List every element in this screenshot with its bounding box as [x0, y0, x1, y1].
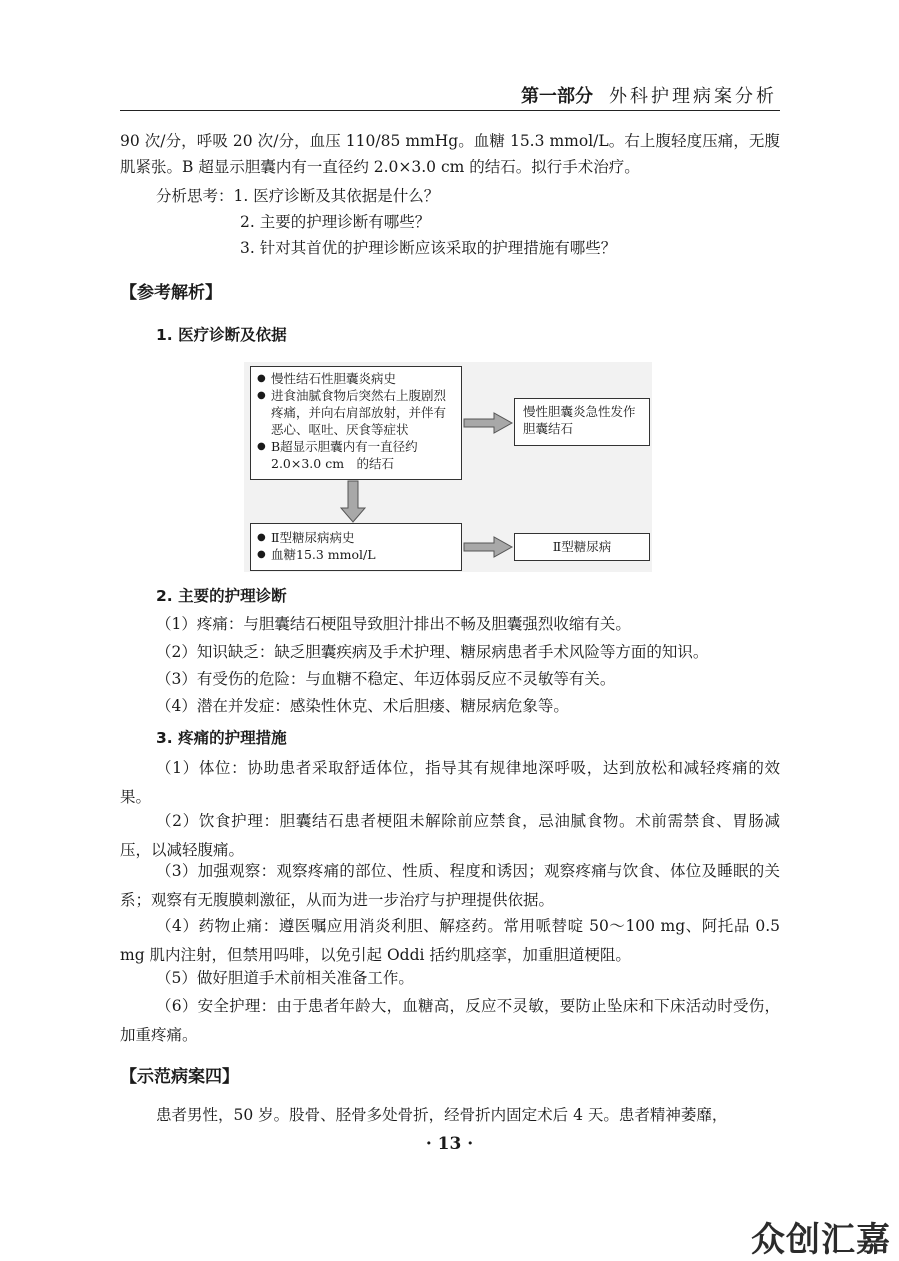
flow-box-diagnosis-2: Ⅱ型糖尿病: [514, 533, 650, 561]
question-2: 2. 主要的护理诊断有哪些？: [240, 213, 431, 231]
arrow-right-1: [464, 413, 512, 433]
case4-text: 患者男性，50 岁。股骨、胫骨多处骨折，经骨折内固定术后 4 天。患者精神萎靡，: [156, 1106, 728, 1124]
subheading-medical-diagnosis: 1. 医疗诊断及依据: [156, 326, 287, 344]
intro-paragraph: 90 次/分，呼吸 20 次/分，血压 110/85 mmHg。血糖 15.3 mmol/L。右上腹轻度压痛，无腹肌紧张。B 超显示胆囊内有一直径约 2.0×3.0 cm 的结石。拟行手术治疗。: [120, 132, 780, 176]
header-part: 第一部分: [521, 86, 593, 107]
flow-bullet: ● 血糖15.3 mmol/L: [257, 546, 455, 563]
flow-bullet: ● Ⅱ型糖尿病病史: [257, 529, 455, 546]
pain-measure-item: （2）饮食护理：胆囊结石患者梗阻未解除前应禁食，忌油腻食物。术前需禁食、胃肠减压，以减轻腹痛。: [120, 812, 780, 859]
pain-measure-item: （1）体位：协助患者采取舒适体位，指导其有规律地深呼吸，达到放松和减轻疼痛的效果。: [120, 759, 780, 806]
nursing-diagnosis-item: （2）知识缺乏：缺乏胆囊疾病及手术护理、糖尿病患者手术风险等方面的知识。: [156, 643, 709, 661]
nursing-diagnosis-item: （3）有受伤的危险：与血糖不稳定、年迈体弱反应不灵敏等有关。: [156, 670, 616, 688]
header-subtitle: 外科护理病案分析: [609, 86, 777, 107]
flowchart-arrows: [244, 362, 652, 572]
section-heading-analysis: 【参考解析】: [120, 283, 222, 303]
pain-measure-item: （3）加强观察：观察疼痛的部位、性质、程度和诱因；观察疼痛与饮食、体位及睡眠的关系；观察有无腹膜刺激征，从而为进一步治疗与护理提供依据。: [120, 862, 780, 909]
flow-box-diagnosis-1: 慢性胆囊炎急性发作胆囊结石: [514, 398, 650, 446]
running-header: [521, 82, 777, 108]
watermark-logo: 众创汇嘉: [751, 1220, 891, 1260]
arrow-right-2: [464, 537, 512, 557]
flow-bullet: ● B超显示胆囊内有一直径约2.0×3.0 cm 的结石: [257, 438, 455, 472]
subheading-pain-measures: 3. 疼痛的护理措施: [156, 729, 287, 747]
pain-measure-item: （4）药物止痛：遵医嘱应用消炎利胆、解痉药。常用哌替啶 50～100 mg、阿托品 0.5 mg 肌内注射，但禁用吗啡，以免引起 Oddi 括约肌痉挛，加重胆道梗阻。: [120, 917, 780, 964]
pain-measure-item: （5）做好胆道手术前相关准备工作。: [156, 969, 414, 987]
section-heading-case4: 【示范病案四】: [120, 1067, 239, 1087]
flow-bullet: ● 慢性结石性胆囊炎病史: [257, 370, 455, 387]
flow-bullet: ● 进食油腻食物后突然右上腹剧烈疼痛，并向右肩部放射，并伴有恶心、呕吐、厌食等症状: [257, 387, 455, 438]
page-number: · 13 ·: [425, 1134, 474, 1154]
question-3: 3. 针对其首优的护理诊断应该采取的护理措施有哪些？: [240, 239, 617, 257]
question-label: 分析思考：: [156, 187, 234, 205]
nursing-diagnosis-item: （4）潜在并发症：感染性休克、术后胆瘘、糖尿病危象等。: [156, 697, 569, 715]
subheading-nursing-diagnosis: 2. 主要的护理诊断: [156, 587, 287, 605]
nursing-diagnosis-item: （1）疼痛：与胆囊结石梗阻导致胆汁排出不畅及胆囊强烈收缩有关。: [156, 615, 631, 633]
question-1: 分析思考：1. 医疗诊断及其依据是什么？: [156, 187, 440, 205]
pain-measure-item: （6）安全护理：由于患者年龄大，血糖高，反应不灵敏，要防止坠床和下床活动时受伤，加重疼痛。: [120, 997, 780, 1044]
arrow-down: [341, 481, 365, 522]
header-rule: [120, 110, 780, 111]
